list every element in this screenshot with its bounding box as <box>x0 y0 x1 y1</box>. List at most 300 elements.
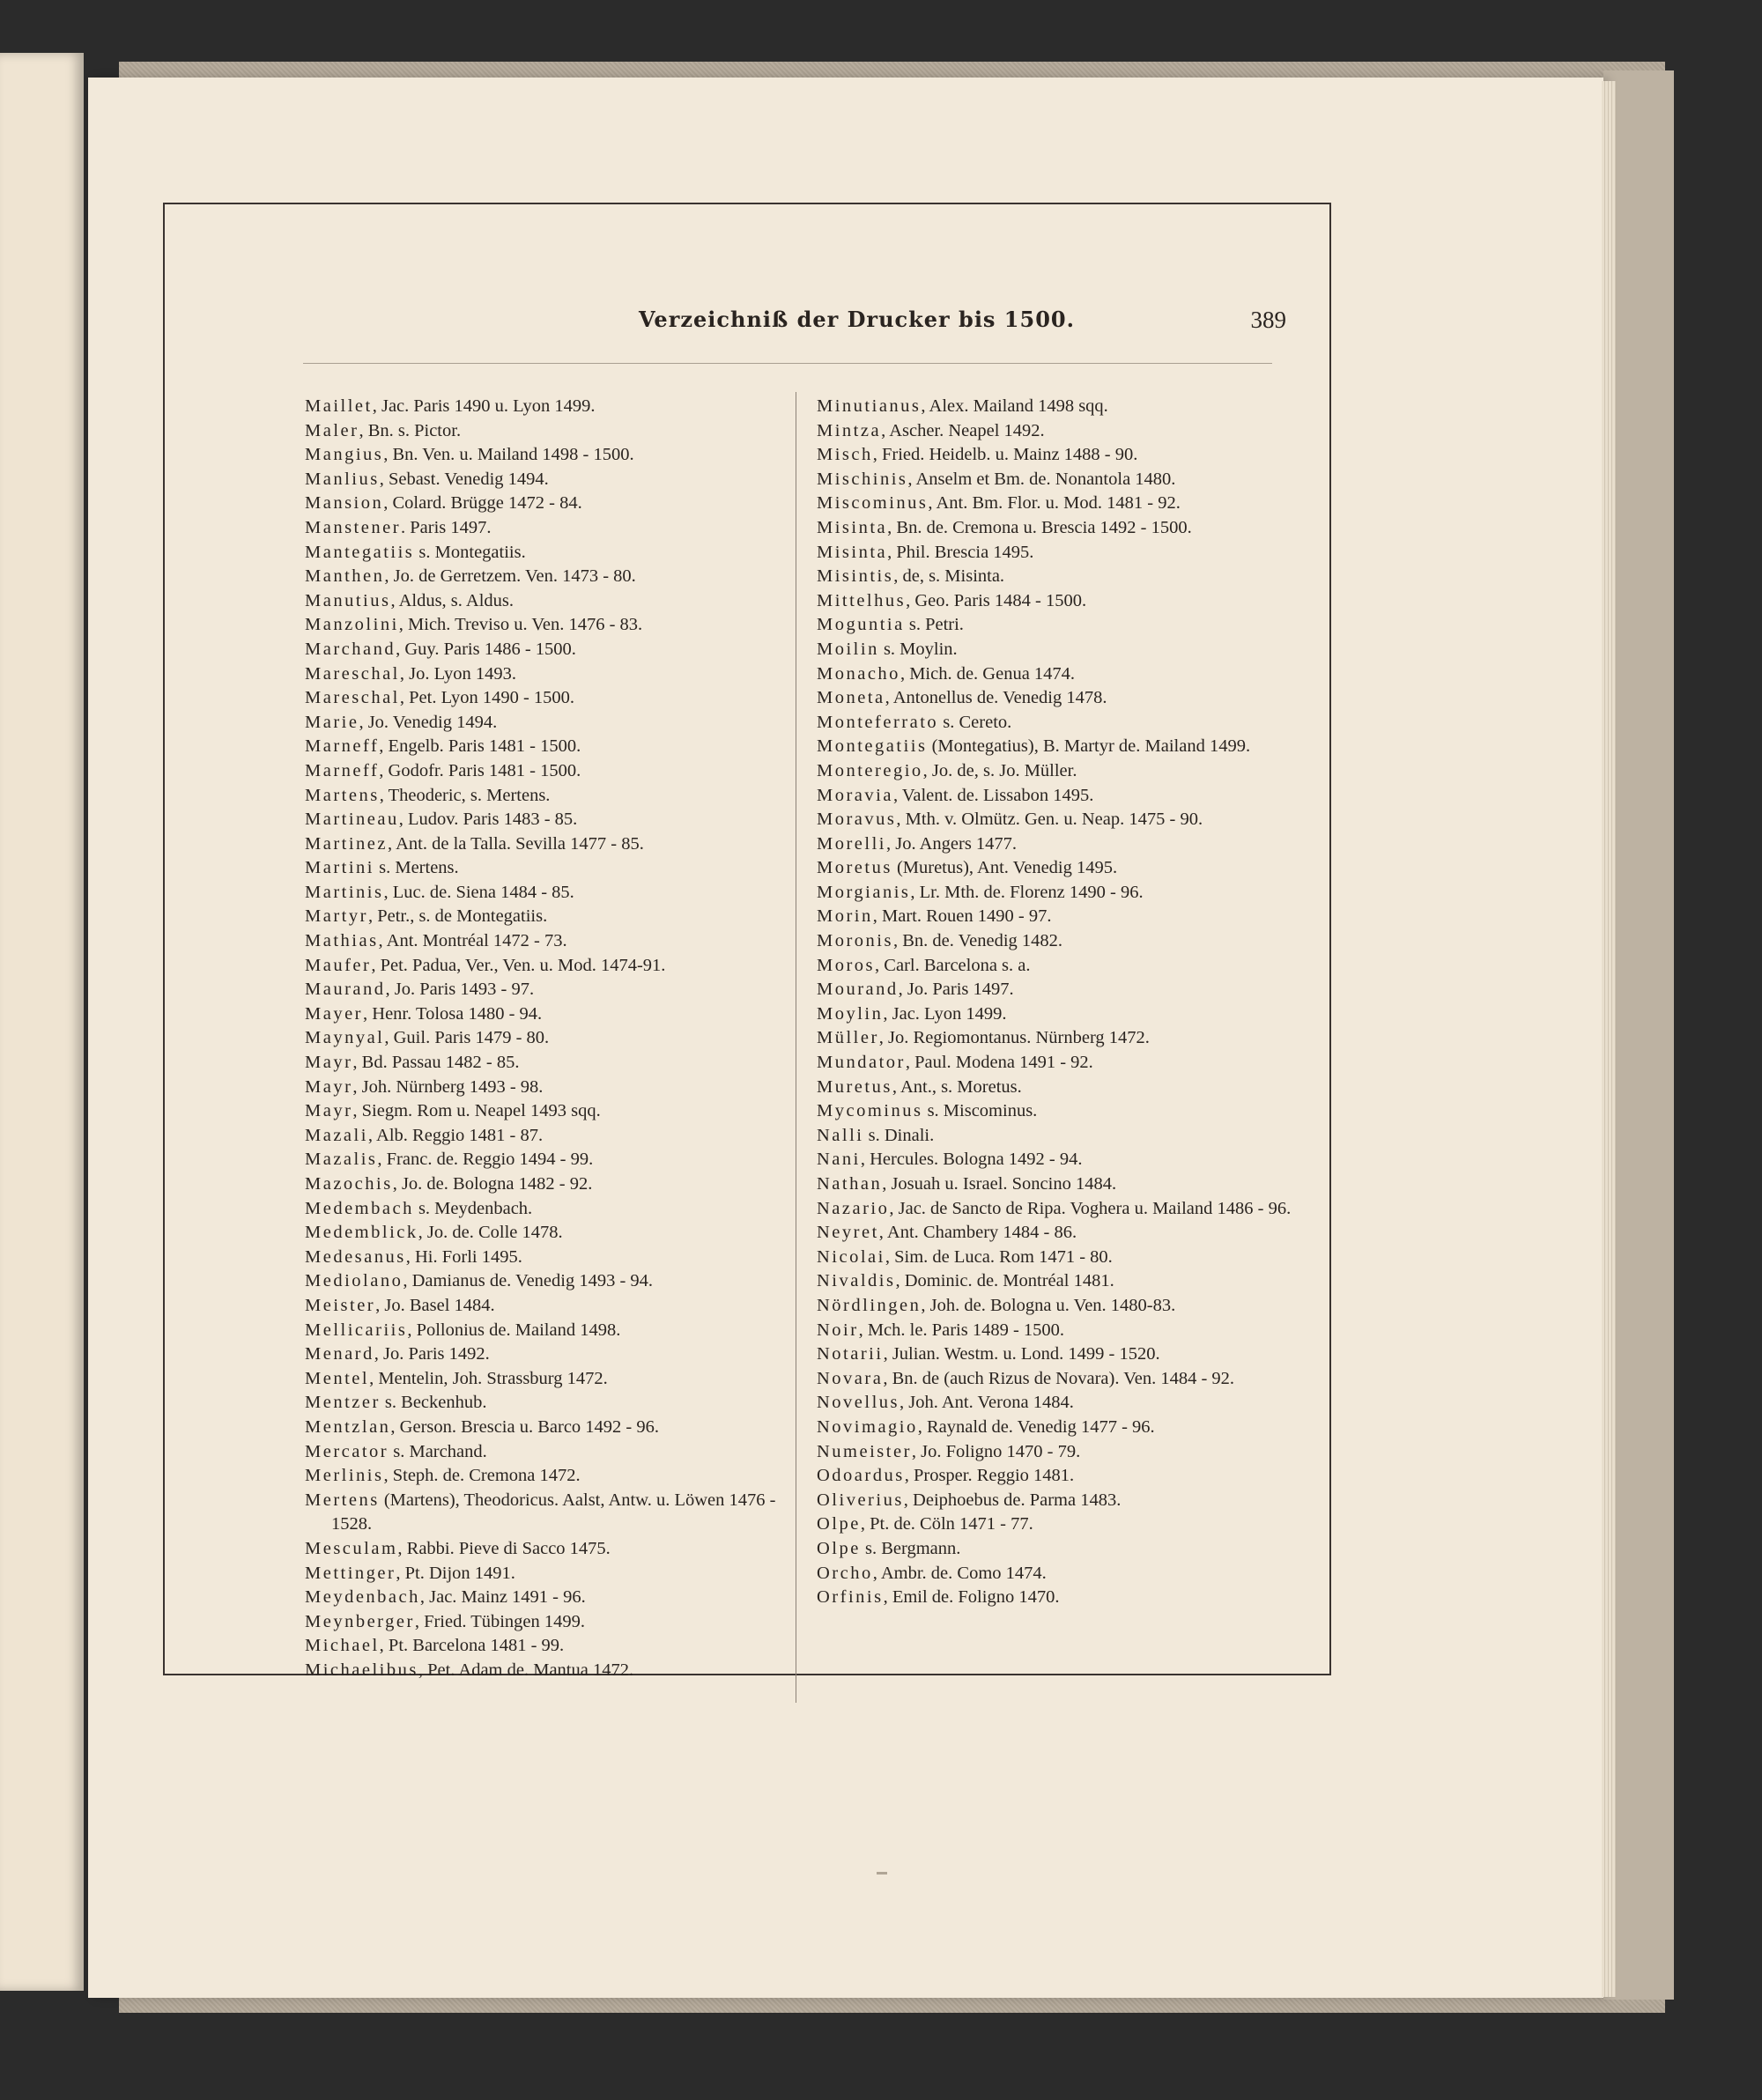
printer-name: Oliverius <box>817 1490 904 1510</box>
printer-entry <box>817 1076 1292 1100</box>
printer-details: s. Cereto. <box>938 712 1012 732</box>
printer-details: , Sim. de Luca. Rom 1471 - 80. <box>885 1246 1113 1267</box>
printer-name: Mourand <box>817 980 899 1000</box>
printer-name: Martini <box>305 858 374 878</box>
printer-details: (Muretus), Ant. Venedig 1495. <box>892 858 1118 878</box>
printer-name: Meydenbach <box>305 1587 420 1608</box>
printer-details: , Henr. Tolosa 1480 - 94. <box>363 1003 543 1024</box>
printer-entry <box>817 1512 1292 1537</box>
printer-entry <box>817 1464 1292 1489</box>
printer-name: Maynyal <box>305 1028 385 1048</box>
printer-entry <box>817 1246 1292 1270</box>
printer-entry <box>817 1319 1292 1343</box>
printer-details: , Ant. Montréal 1472 - 73. <box>378 931 567 951</box>
printer-name: Maler <box>305 420 359 440</box>
printer-details: , Joh. Ant. Verona 1484. <box>900 1393 1074 1413</box>
printer-details: , Petr., s. de Montegatiis. <box>367 906 548 927</box>
printer-entry <box>305 784 785 809</box>
printer-entry <box>817 395 1292 419</box>
printer-details: , Jo. de, s. Jo. Müller. <box>922 760 1077 780</box>
printer-name: Nördlingen <box>817 1295 922 1315</box>
printer-name: Novara <box>817 1368 884 1388</box>
printer-name: Mentel <box>305 1368 370 1388</box>
printer-entry <box>305 735 785 759</box>
printer-entry <box>817 613 1292 638</box>
printer-name: Medembach <box>305 1198 414 1218</box>
printer-entry <box>817 1416 1292 1440</box>
printer-entry <box>817 954 1292 979</box>
printer-name: Mercator <box>305 1441 389 1461</box>
printer-details: , Godofr. Paris 1481 - 1500. <box>379 760 581 780</box>
printer-details: (Montegatius), B. Martyr de. Mailand 1499. <box>927 736 1251 757</box>
printer-entry <box>305 1464 785 1489</box>
printer-details: , Ludov. Paris 1483 - 85. <box>398 810 578 830</box>
printer-name: Mycominus <box>817 1101 923 1121</box>
printer-details: , Ant., s. Moretus. <box>892 1076 1022 1097</box>
printer-details: s. Beckenhub. <box>380 1393 487 1413</box>
printer-name: Novimagio <box>817 1416 918 1437</box>
printer-name: Muretus <box>817 1076 892 1097</box>
printer-details: , Aldus, s. Aldus. <box>390 590 514 610</box>
printer-entry <box>817 1026 1292 1051</box>
printer-name: Martyr <box>305 906 368 927</box>
printer-entry <box>305 516 785 541</box>
printer-entry <box>305 395 785 419</box>
printer-name: Mesculam <box>305 1538 398 1558</box>
left-column <box>305 395 785 1682</box>
printer-entry <box>817 1269 1292 1294</box>
printer-entry <box>305 759 785 784</box>
printer-entry <box>305 881 785 906</box>
printer-entry <box>817 1294 1292 1319</box>
printer-entry <box>817 565 1292 589</box>
printer-entry <box>305 638 785 662</box>
printer-details: s. Petri. <box>904 615 964 635</box>
printer-entry <box>305 443 785 468</box>
printer-entry <box>817 929 1292 954</box>
printer-entry <box>817 1391 1292 1416</box>
printer-details: , Antonellus de. Venedig 1478. <box>885 688 1107 708</box>
printer-name: Manzolini <box>305 615 399 635</box>
printer-details: , Phil. Brescia 1495. <box>887 542 1034 562</box>
printer-entry <box>305 1172 785 1197</box>
printer-name: Morelli <box>817 833 886 854</box>
printer-name: Orfinis <box>817 1587 884 1608</box>
printer-name: Nicolai <box>817 1246 885 1267</box>
printer-entry <box>817 1342 1292 1367</box>
printer-details: , Ascher. Neapel 1492. <box>881 420 1045 440</box>
printer-details: , Gerson. Brescia u. Barco 1492 - 96. <box>390 1416 659 1437</box>
printer-entry <box>305 1246 785 1270</box>
printer-details: , Theoderic, s. Mertens. <box>379 785 551 805</box>
printer-details: , Jac. Mainz 1491 - 96. <box>419 1587 586 1608</box>
printer-entry <box>305 1610 785 1635</box>
printer-details: s. Moylin. <box>878 639 958 659</box>
printer-details: , Mich. Treviso u. Ven. 1476 - 83. <box>398 615 643 635</box>
printer-details: s. Meydenbach. <box>413 1198 533 1218</box>
printer-name: Nani <box>817 1150 861 1170</box>
printer-name: Noir <box>817 1320 859 1340</box>
printer-entry <box>305 686 785 711</box>
printer-details: , Joh. de. Bologna u. Ven. 1480-83. <box>921 1295 1176 1315</box>
printer-name: Odoardus <box>817 1466 905 1486</box>
printer-entry <box>817 856 1292 881</box>
printer-details: , Jo. de. Colle 1478. <box>418 1223 563 1243</box>
printer-entry <box>817 905 1292 929</box>
printer-details: , Bn. de (auch Rizus de Novara). Ven. 1484 - 92. <box>883 1368 1235 1388</box>
printer-name: Mischinis <box>817 469 908 489</box>
printer-name: Meynberger <box>305 1611 415 1631</box>
printer-name: Mayr <box>305 1076 353 1097</box>
printer-details: , Steph. de. Cremona 1472. <box>383 1466 581 1486</box>
printer-name: Moilin <box>817 639 879 659</box>
printer-entry <box>305 1342 785 1367</box>
printer-details: , Jac. de Sancto de Ripa. Voghera u. Mailand 1486 - 96. <box>889 1198 1292 1218</box>
printer-entry <box>305 905 785 929</box>
printer-entry <box>305 929 785 954</box>
page-number: 389 <box>1250 307 1286 333</box>
printer-name: Marneff <box>305 736 380 757</box>
printer-entry <box>305 468 785 492</box>
printer-entry <box>817 686 1292 711</box>
printer-name: Misinta <box>817 542 888 562</box>
printer-entry <box>305 808 785 832</box>
printer-name: Misinta <box>817 517 888 537</box>
printer-entry <box>817 784 1292 809</box>
printer-details: , de, s. Misinta. <box>893 566 1005 587</box>
printer-name: Mayr <box>305 1101 353 1121</box>
printer-details: . Paris 1497. <box>401 517 492 537</box>
printer-entry <box>817 978 1292 1002</box>
printer-entry <box>817 589 1292 614</box>
printer-name: Olpe <box>817 1514 861 1534</box>
printer-entry <box>305 589 785 614</box>
printer-name: Moneta <box>817 688 885 708</box>
printer-name: Martens <box>305 785 380 805</box>
printer-details: , Prosper. Reggio 1481. <box>904 1466 1075 1486</box>
printer-entry <box>817 1221 1292 1246</box>
printer-details: , Rabbi. Pieve di Sacco 1475. <box>397 1538 611 1558</box>
printer-details: , Jo. de. Bologna 1482 - 92. <box>392 1174 593 1194</box>
printer-details: , Bn. de. Cremona u. Brescia 1492 - 1500. <box>887 517 1192 537</box>
printer-details: , Geo. Paris 1484 - 1500. <box>906 590 1087 610</box>
printer-entry <box>305 711 785 736</box>
printer-entry <box>305 1586 785 1610</box>
printer-name: Martinis <box>305 882 384 902</box>
printer-name: Mertens <box>305 1490 380 1510</box>
printer-name: Olpe <box>817 1538 861 1558</box>
printer-name: Manutius <box>305 590 391 610</box>
printer-details: s. Bergmann. <box>860 1538 961 1558</box>
printer-details: , Jo. Foligno 1470 - 79. <box>911 1441 1081 1461</box>
printer-details: , Deiphoebus de. Parma 1483. <box>903 1490 1122 1510</box>
printer-details: , Jac. Paris 1490 u. Lyon 1499. <box>372 396 596 416</box>
printer-name: Maurand <box>305 980 386 1000</box>
printer-details: , Guy. Paris 1486 - 1500. <box>396 639 576 659</box>
printer-name: Marchand <box>305 639 396 659</box>
printer-entry <box>305 1002 785 1027</box>
printer-entry <box>305 1124 785 1149</box>
printer-details: , Jo. Venedig 1494. <box>359 712 498 732</box>
printer-entry <box>305 1026 785 1051</box>
printer-details: , Pt. Barcelona 1481 - 99. <box>379 1636 565 1656</box>
printer-entry <box>305 613 785 638</box>
printer-name: Mentzer <box>305 1393 381 1413</box>
printer-name: Medesanus <box>305 1246 406 1267</box>
printer-details: , Bn. de. Venedig 1482. <box>892 931 1063 951</box>
printer-name: Mantegatiis <box>305 542 415 562</box>
printer-name: Mareschal <box>305 663 400 684</box>
printer-name: Mangius <box>305 445 384 465</box>
printer-details: , Damianus de. Venedig 1493 - 94. <box>403 1271 654 1291</box>
header-rule <box>303 363 1272 364</box>
printer-details: , Siegm. Rom u. Neapel 1493 sqq. <box>352 1101 601 1121</box>
printer-details: , Pet. Lyon 1490 - 1500. <box>399 688 575 708</box>
printer-name: Mathias <box>305 931 379 951</box>
printer-details: s. Mertens. <box>374 858 459 878</box>
printer-entry <box>305 492 785 516</box>
printer-name: Mansion <box>305 493 384 514</box>
printer-details: , Lr. Mth. de. Florenz 1490 - 96. <box>910 882 1144 902</box>
page-mark <box>877 1872 887 1874</box>
printer-entry <box>305 832 785 857</box>
printer-entry <box>817 1002 1292 1027</box>
printer-details: , Mth. v. Olmütz. Gen. u. Neap. 1475 - 90. <box>896 810 1203 830</box>
printer-name: Nazario <box>817 1198 890 1218</box>
printer-entry <box>817 759 1292 784</box>
printer-entry <box>305 419 785 444</box>
printer-entry <box>305 1269 785 1294</box>
printer-name: Moretus <box>817 858 892 878</box>
printer-details: , Jo. Angers 1477. <box>886 833 1018 854</box>
printer-entry <box>817 881 1292 906</box>
printer-name: Manthen <box>305 566 385 587</box>
printer-name: Novellus <box>817 1393 900 1413</box>
printer-details: , Bn. Ven. u. Mailand 1498 - 1500. <box>383 445 634 465</box>
printer-name: Notarii <box>817 1344 884 1364</box>
printer-entry <box>817 443 1292 468</box>
printer-details: , Anselm et Bm. de. Nonantola 1480. <box>907 469 1176 489</box>
printer-entry <box>817 808 1292 832</box>
printer-entry <box>305 954 785 979</box>
printer-name: Meister <box>305 1295 376 1315</box>
printer-name: Mintza <box>817 420 882 440</box>
printer-entry <box>817 1197 1292 1222</box>
printer-name: Monteferrato <box>817 712 939 732</box>
printer-name: Marie <box>305 712 359 732</box>
printer-entry <box>305 565 785 589</box>
printer-details: , Hercules. Bologna 1492 - 94. <box>860 1150 1083 1170</box>
printer-name: Morin <box>817 906 873 927</box>
printer-name: Montegatiis <box>817 736 928 757</box>
printer-name: Orcho <box>817 1563 873 1583</box>
printer-details: , Pollonius de. Mailand 1498. <box>407 1320 621 1340</box>
printer-entry <box>817 492 1292 516</box>
printer-details: , Paul. Modena 1491 - 92. <box>905 1053 1093 1073</box>
printer-entry <box>305 1659 785 1683</box>
printer-name: Mentzlan <box>305 1416 391 1437</box>
printer-name: Numeister <box>817 1441 912 1461</box>
printer-details: , Ant. Bm. Flor. u. Mod. 1481 - 92. <box>928 493 1181 514</box>
printer-name: Minutianus <box>817 396 922 416</box>
printer-details: , Colard. Brügge 1472 - 84. <box>383 493 582 514</box>
printer-entry <box>817 1172 1292 1197</box>
printer-details: , Jo. Basel 1484. <box>375 1295 495 1315</box>
printer-details: , Luc. de. Siena 1484 - 85. <box>383 882 574 902</box>
printer-details: , Jac. Lyon 1499. <box>883 1003 1007 1024</box>
printer-details: , Franc. de. Reggio 1494 - 99. <box>377 1150 594 1170</box>
printer-name: Mazali <box>305 1125 368 1145</box>
printer-entry <box>817 832 1292 857</box>
printer-name: Monteregio <box>817 760 923 780</box>
printer-details: , Fried. Heidelb. u. Mainz 1488 - 90. <box>872 445 1138 465</box>
printer-details: , Bd. Passau 1482 - 85. <box>352 1053 520 1073</box>
printer-name: Müller <box>817 1028 879 1048</box>
printer-entry <box>305 1051 785 1076</box>
printer-entry <box>305 856 785 881</box>
printer-entry <box>305 1197 785 1222</box>
printer-name: Manstener <box>305 517 402 537</box>
printer-name: Mazochis <box>305 1174 393 1194</box>
page-stack-edge <box>1602 81 1616 1997</box>
printer-name: Moravia <box>817 785 893 805</box>
printer-entry <box>305 1221 785 1246</box>
printer-entry <box>817 1562 1292 1586</box>
printer-details: , Josuah u. Israel. Soncino 1484. <box>882 1174 1117 1194</box>
printer-details: , Alex. Mailand 1498 sqq. <box>921 396 1108 416</box>
printer-name: Moylin <box>817 1003 884 1024</box>
printer-details: , Jo. Paris 1497. <box>898 980 1014 1000</box>
printer-name: Mettinger <box>305 1563 396 1583</box>
printer-details: , Jo. Paris 1493 - 97. <box>385 980 535 1000</box>
printer-name: Nalli <box>817 1125 864 1145</box>
printer-name: Mareschal <box>305 688 400 708</box>
printer-entry <box>817 1586 1292 1610</box>
printer-entry <box>305 1489 785 1537</box>
printer-name: Misch <box>817 445 873 465</box>
printer-details: , Hi. Forli 1495. <box>405 1246 522 1267</box>
printer-entry <box>305 1416 785 1440</box>
printer-name: Morgianis <box>817 882 911 902</box>
printer-name: Maufer <box>305 955 372 975</box>
printer-name: Mundator <box>817 1053 906 1073</box>
printer-entry <box>817 1537 1292 1562</box>
printer-details: , Joh. Nürnberg 1493 - 98. <box>352 1076 544 1097</box>
printer-details: , Sebast. Venedig 1494. <box>379 469 549 489</box>
printer-entry <box>817 1367 1292 1392</box>
printer-name: Nivaldis <box>817 1271 896 1291</box>
printer-details: , Engelb. Paris 1481 - 1500. <box>379 736 581 757</box>
printer-name: Maillet <box>305 396 373 416</box>
printer-name: Misintis <box>817 566 894 587</box>
printer-entry <box>305 1148 785 1172</box>
printer-details: , Ant. Chambery 1484 - 86. <box>878 1223 1077 1243</box>
printer-entry <box>305 1562 785 1586</box>
printer-details: , Mich. de. Genua 1474. <box>900 663 1076 684</box>
printer-details: , Jo. Lyon 1493. <box>399 663 516 684</box>
printer-details: , Jo. Paris 1492. <box>374 1344 490 1364</box>
right-column <box>817 395 1292 1610</box>
printer-details: , Pt. Dijon 1491. <box>396 1563 515 1583</box>
printer-details: , Fried. Tübingen 1499. <box>414 1611 586 1631</box>
running-head: Verzeichniß der Drucker bis 1500. <box>639 307 1075 332</box>
printer-entry <box>817 638 1292 662</box>
printer-name: Miscominus <box>817 493 929 514</box>
printer-details: , Mentelin, Joh. Strassburg 1472. <box>369 1368 608 1388</box>
printer-details: , Jo. Regiomontanus. Nürnberg 1472. <box>878 1028 1150 1048</box>
printer-name: Medemblick <box>305 1223 418 1243</box>
printer-name: Mellicariis <box>305 1320 408 1340</box>
printer-name: Moguntia <box>817 615 905 635</box>
printer-details: , Jo. de Gerretzem. Ven. 1473 - 80. <box>384 566 636 587</box>
printer-entry <box>817 516 1292 541</box>
printer-details: s. Montegatiis. <box>414 542 526 562</box>
printer-details: , Carl. Barcelona s. a. <box>875 955 1031 975</box>
printer-entry <box>817 1148 1292 1172</box>
printer-entry <box>305 1391 785 1416</box>
printer-entry <box>305 978 785 1002</box>
printer-name: Marneff <box>305 760 380 780</box>
printer-details: , Guil. Paris 1479 - 80. <box>384 1028 550 1048</box>
printer-name: Martineau <box>305 810 399 830</box>
printer-details: , Raynald de. Venedig 1477 - 96. <box>917 1416 1155 1437</box>
printer-entry <box>817 1051 1292 1076</box>
printer-name: Nathan <box>817 1174 883 1194</box>
printer-name: Martinez <box>305 833 388 854</box>
printer-entry <box>817 1099 1292 1124</box>
printer-details: (Martens), Theodoricus. Aalst, Antw. u. Löwen 1476 - 1528. <box>331 1490 776 1534</box>
printer-details: , Alb. Reggio 1481 - 87. <box>367 1125 544 1145</box>
printer-name: Mediolano <box>305 1271 403 1291</box>
printer-details: , Mart. Rouen 1490 - 97. <box>872 906 1052 927</box>
printer-name: Monacho <box>817 663 900 684</box>
printer-details: , Bn. s. Pictor. <box>359 420 462 440</box>
printer-entry <box>817 1489 1292 1513</box>
printer-name: Menard <box>305 1344 374 1364</box>
printer-entry <box>305 1294 785 1319</box>
printer-entry <box>305 1634 785 1659</box>
printer-details: , Dominic. de. Montréal 1481. <box>895 1271 1114 1291</box>
printer-entry <box>817 662 1292 687</box>
printer-entry <box>817 468 1292 492</box>
printer-entry <box>817 419 1292 444</box>
printer-details: , Pt. de. Cöln 1471 - 77. <box>860 1514 1033 1534</box>
printer-name: Manlius <box>305 469 380 489</box>
printer-entry <box>817 711 1292 736</box>
printer-name: Merlinis <box>305 1466 384 1486</box>
facing-page-edge <box>0 53 84 1991</box>
printer-entry <box>305 662 785 687</box>
printer-entry <box>305 1319 785 1343</box>
printer-details: , Julian. Westm. u. Lond. 1499 - 1520. <box>883 1344 1160 1364</box>
printer-name: Mazalis <box>305 1150 378 1170</box>
printer-name: Mayr <box>305 1053 353 1073</box>
printer-details: , Ambr. de. Como 1474. <box>872 1563 1047 1583</box>
printer-entry <box>817 1440 1292 1465</box>
printer-details: s. Miscominus. <box>922 1101 1038 1121</box>
printer-entry <box>305 1440 785 1465</box>
printer-details: , Pet. Adam de. Mantua 1472. <box>418 1660 634 1680</box>
printer-details: , Ant. de la Talla. Sevilla 1477 - 85. <box>388 833 644 854</box>
printer-name: Moros <box>817 955 876 975</box>
printer-entry <box>817 1124 1292 1149</box>
printer-details: s. Dinali. <box>863 1125 935 1145</box>
printer-name: Michaelibus <box>305 1660 418 1680</box>
printer-name: Mittelhus <box>817 590 907 610</box>
printer-entry <box>305 1099 785 1124</box>
printer-details: , Mch. le. Paris 1489 - 1500. <box>858 1320 1065 1340</box>
printer-entry <box>305 1537 785 1562</box>
